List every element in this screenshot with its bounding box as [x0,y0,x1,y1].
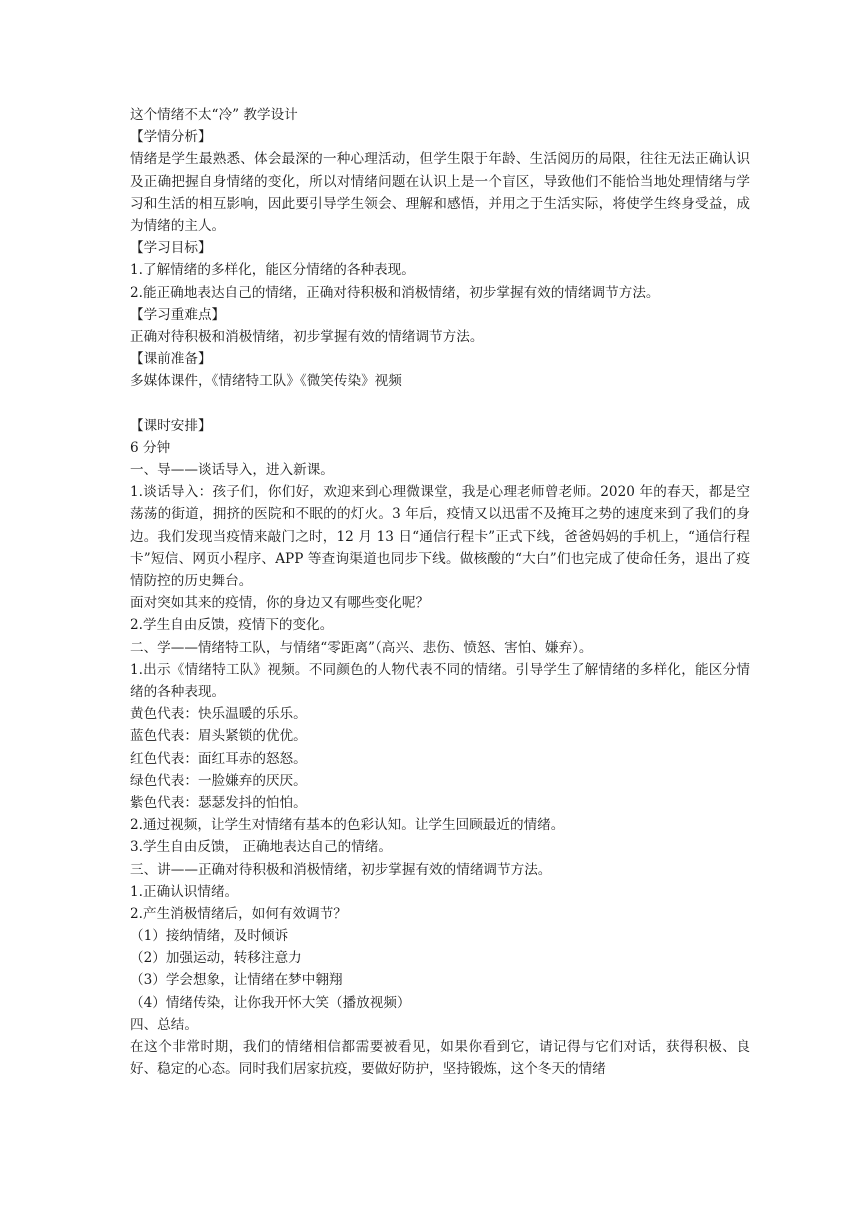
section-heading-key-points: 【学习重难点】 [130,306,226,323]
preparation-text: 多媒体课件，《情绪特工队》《微笑传染》视频 [130,373,402,390]
section-heading-learning-goals: 【学习目标】 [130,240,212,257]
part3-heading: 三、讲——正确对待积极和消极情绪，初步掌握有效的情绪调节方法。 [130,861,552,878]
learning-goal-item: 2.能正确地表达自己的情绪，正确对待积极和消极情绪，初步掌握有效的情绪调节方法。 [130,284,660,301]
part4-heading: 四、总结。 [130,1016,198,1033]
learner-analysis-text: 情绪是学生最熟悉、体会最深的一种心理活动，但学生限于年龄、生活阅历的局限，往往无法正确认识及正确把握自身情绪的变化，所以对情绪问题在认识上是一个盲区，导致他们不能恰当地处理情绪与学习和生活的相互影响，因此要引导学生领会、理解和感悟，并用之于生活实际，将使学生终身受益，成为情绪的主人。 [130,151,750,234]
key-points-text: 正确对待积极和消极情绪，初步掌握有效的情绪调节方法。 [130,328,484,345]
part2-video-paragraph: 1.出示《情绪特工队》视频。不同颜色的人物代表不同的情绪。引导学生了解情绪的多样化，能区分情绪的各种表现。 [130,661,750,701]
part2-heading: 二、学——情绪特工队，与情绪“零距离”（高兴、悲伤、愤怒、害怕、嫌弃）。 [130,639,593,656]
emotion-color-item: 红色代表：面红耳赤的怒怒。 [130,750,307,767]
emotion-color-item: 黄色代表：快乐温暖的乐乐。 [130,706,307,723]
regulation-method-item: （1）接纳情绪，及时倾诉 [130,928,289,945]
part1-feedback: 2.学生自由反馈，疫情下的变化。 [130,617,334,634]
regulation-method-item: （2）加强运动，转移注意力 [130,950,302,967]
summary-paragraph: 在这个非常时期，我们的情绪相信都需要被看见，如果你看到它，请记得与它们对话，获得积极、良好、稳定的心态。同时我们居家抗疫，要做好防护，坚持锻炼，这个冬天的情绪 [130,1039,750,1078]
regulation-method-item: （4）情绪传染，让你我开怀大笑（播放视频） [130,994,411,1011]
blank-line [130,393,750,415]
section-heading-preparation: 【课前准备】 [130,351,212,368]
schedule-duration: 6 分钟 [130,439,171,456]
emotion-color-item: 紫色代表：瑟瑟发抖的怕怕。 [130,794,307,811]
part1-question: 面对突如其来的疫情，你的身边又有哪些变化呢？ [130,595,430,612]
emotion-color-item: 蓝色代表：眉头紧锁的优优。 [130,728,307,745]
part3-step1: 1.正确认识情绪。 [130,883,239,900]
part1-heading: 一、导——谈话导入，进入新课。 [130,462,334,479]
part2-step3: 3.学生自由反馈， 正确地表达自己的情绪。 [130,839,392,856]
document-title: 这个情绪不太“冷” 教学设计 [130,107,298,123]
part3-step2: 2.产生消极情绪后，如何有效调节？ [130,905,347,922]
learning-goal-item: 1.了解情绪的多样化，能区分情绪的各种表现。 [130,262,415,279]
document-page [130,104,750,1080]
section-heading-learner-analysis: 【学情分析】 [130,129,212,146]
part2-step2: 2.通过视频，让学生对情绪有基本的色彩认知。让学生回顾最近的情绪。 [130,817,565,834]
part1-intro-paragraph: 1.谈话导入：孩子们，你们好，欢迎来到心理微课堂，我是心理老师曾老师。2020 年的春天，都是空荡荡的街道，拥挤的医院和不眠的的灯火。3 年后，疫情又以迅雷不及掩耳之势的速度来到了我们的身边。我们发现当疫情来敲门之时，12 月 13 日“通信行程卡”正式下线，爸爸妈妈的手机上，“通信行程卡”短信、网页小程序、APP 等查询渠道也同步下线。做核酸的“大白”们也完成了使命任务，退出了疫情防控的历史舞台。 [130,484,750,590]
emotion-color-item: 绿色代表：一脸嫌弃的厌厌。 [130,772,307,789]
regulation-method-item: （3）学会想象，让情绪在梦中翱翔 [130,972,343,989]
section-heading-schedule: 【课时安排】 [130,417,212,434]
